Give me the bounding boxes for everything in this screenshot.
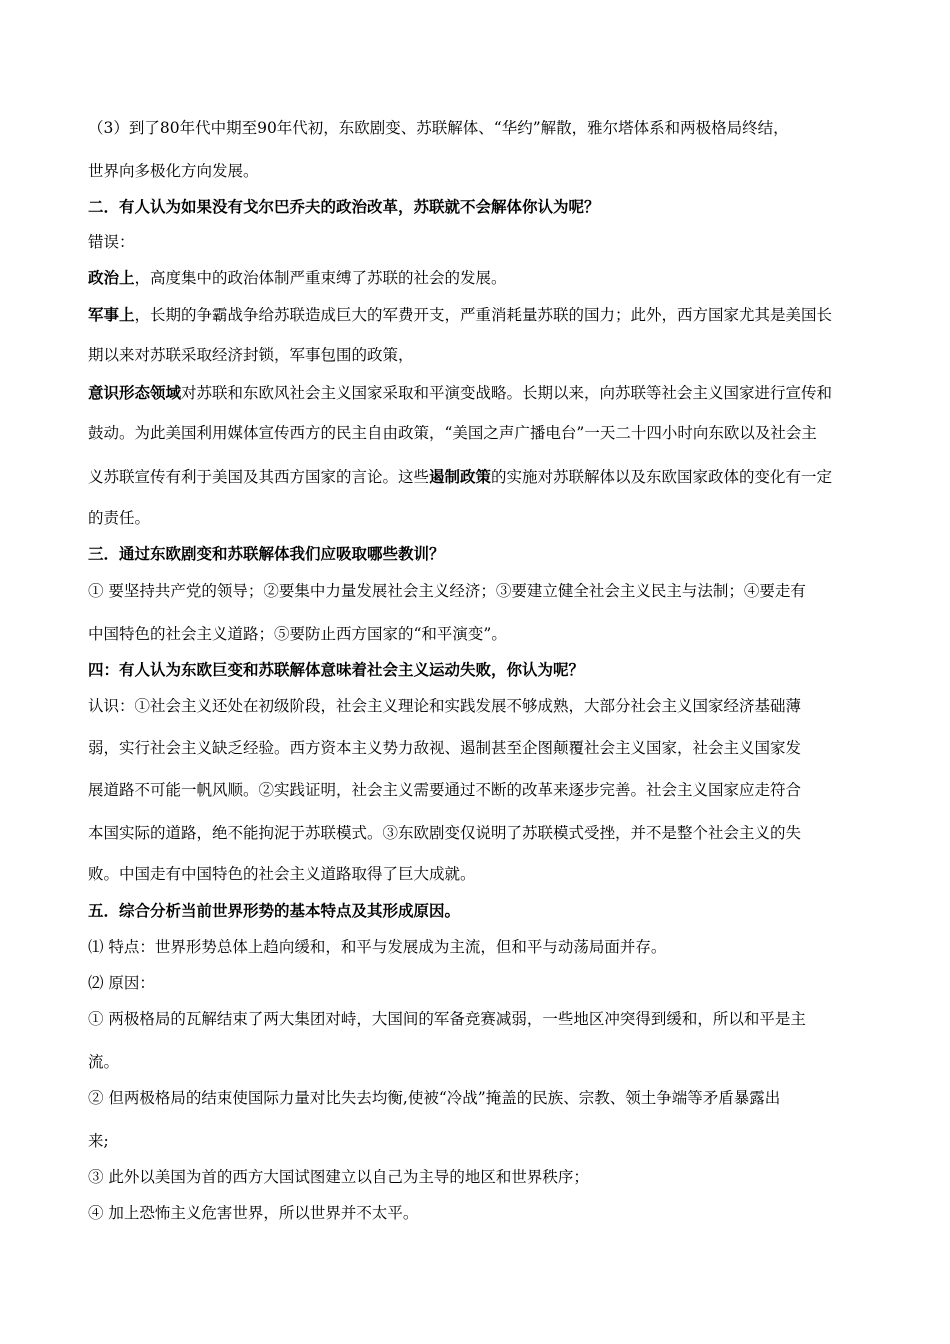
paragraph-line (88, 305, 832, 325)
bold-term: 政治上 (88, 268, 135, 287)
paragraph-line: ⑵ 原因： (88, 974, 155, 992)
paragraph-line: ④ 加上恐怖主义危害世界，所以世界并不太平。 (88, 1204, 419, 1222)
bold-term: 意识形态领域 (88, 383, 182, 402)
paragraph-line: ⑴ 特点：世界形势总体上趋向缓和，和平与发展成为主流，但和平与动荡局面并存。 (88, 938, 667, 956)
line-text: 对苏联和东欧风社会主义国家采取和平演变战略。长期以来，向苏联等社会主义国家进行宣传和 (181, 384, 833, 402)
section-heading-4: 四：有人认为东欧巨变和苏联解体意味着社会主义运动失败，你认为呢？ (88, 660, 585, 679)
paragraph-line: 的责任。 (88, 509, 151, 527)
section-heading-2: 二．有人认为如果没有戈尔巴乔夫的政治改革，苏联就不会解体你认为呢？ (88, 197, 600, 216)
paragraph-line (88, 467, 832, 487)
paragraph-line: 弱，实行社会主义缺乏经验。西方资本主义势力敌视、遏制甚至企图颠覆社会主义国家，社会主义国家发 (88, 739, 802, 757)
paragraph-line: 错误： (88, 233, 135, 251)
line-text: 的实施对苏联解体以及东欧国家政体的变化有一定 (491, 468, 833, 486)
section-heading-5: 五．综合分析当前世界形势的基本特点及其形成原因。 (88, 901, 461, 920)
paragraph-line: 流。 (88, 1053, 120, 1071)
paragraph-line: 展道路不可能一帆风顺。②实践证明，社会主义需要通过不断的改革来逐步完善。社会主义国家应走符合 (88, 781, 802, 799)
paragraph-line: ② 但两极格局的结束使国际力量对比失去均衡,使被“冷战”掩盖的民族、宗教、领土争端等矛盾暴露出 (88, 1089, 781, 1107)
paragraph-line: 世界向多极化方向发展。 (88, 162, 259, 180)
paragraph-line: ① 两极格局的瓦解结束了两大集团对峙，大国间的军备竞赛减弱，一些地区冲突得到缓和，所以和平是主 (88, 1010, 806, 1028)
paragraph-line (88, 268, 507, 288)
paragraph-line (88, 383, 832, 403)
section-heading-3: 三．通过东欧剧变和苏联解体我们应吸取哪些教训？ (88, 544, 445, 563)
bold-term: 遏制政策 (429, 467, 492, 486)
paragraph-line: 来; (88, 1132, 109, 1150)
line-text: ，长期的争霸战争给苏联造成巨大的军费开支，严重消耗量苏联的国力；此外，西方国家尤其是美国长 (134, 306, 833, 324)
paragraph-line: ① 要坚持共产党的领导；②要集中力量发展社会主义经济；③要建立健全社会主义民主与法制；④要走有 (88, 582, 806, 600)
line-text: 义苏联宣传有利于美国及其西方国家的言论。这些 (88, 468, 430, 486)
line-text: ，高度集中的政治体制严重束缚了苏联的社会的发展。 (134, 269, 507, 287)
paragraph-line: 中国特色的社会主义道路；⑤要防止西方国家的“和平演变”。 (88, 625, 507, 643)
paragraph-line: 鼓动。为此美国利用媒体宣传西方的民主自由政策，“美国之声广播电台”一天二十四小时向东欧以及社会主 (88, 424, 817, 442)
bold-term: 军事上 (88, 305, 135, 324)
paragraph-line: 认识：①社会主义还处在初级阶段，社会主义理论和实践发展不够成熟，大部分社会主义国家经济基础薄 (88, 697, 802, 715)
paragraph-line: （3）到了80年代中期至90年代初，东欧剧变、苏联解体、“华约”解散，雅尔塔体系和两极格局终结， (88, 119, 789, 137)
paragraph-line: 败。中国走有中国特色的社会主义道路取得了巨大成就。 (88, 865, 476, 883)
paragraph-line: ③ 此外以美国为首的西方大国试图建立以自己为主导的地区和世界秩序； (88, 1168, 589, 1186)
paragraph-line: 期以来对苏联采取经济封锁，军事包围的政策， (88, 346, 414, 364)
paragraph-line: 本国实际的道路，绝不能拘泥于苏联模式。③东欧剧变仅说明了苏联模式受挫，并不是整个社会主义的失 (88, 824, 802, 842)
